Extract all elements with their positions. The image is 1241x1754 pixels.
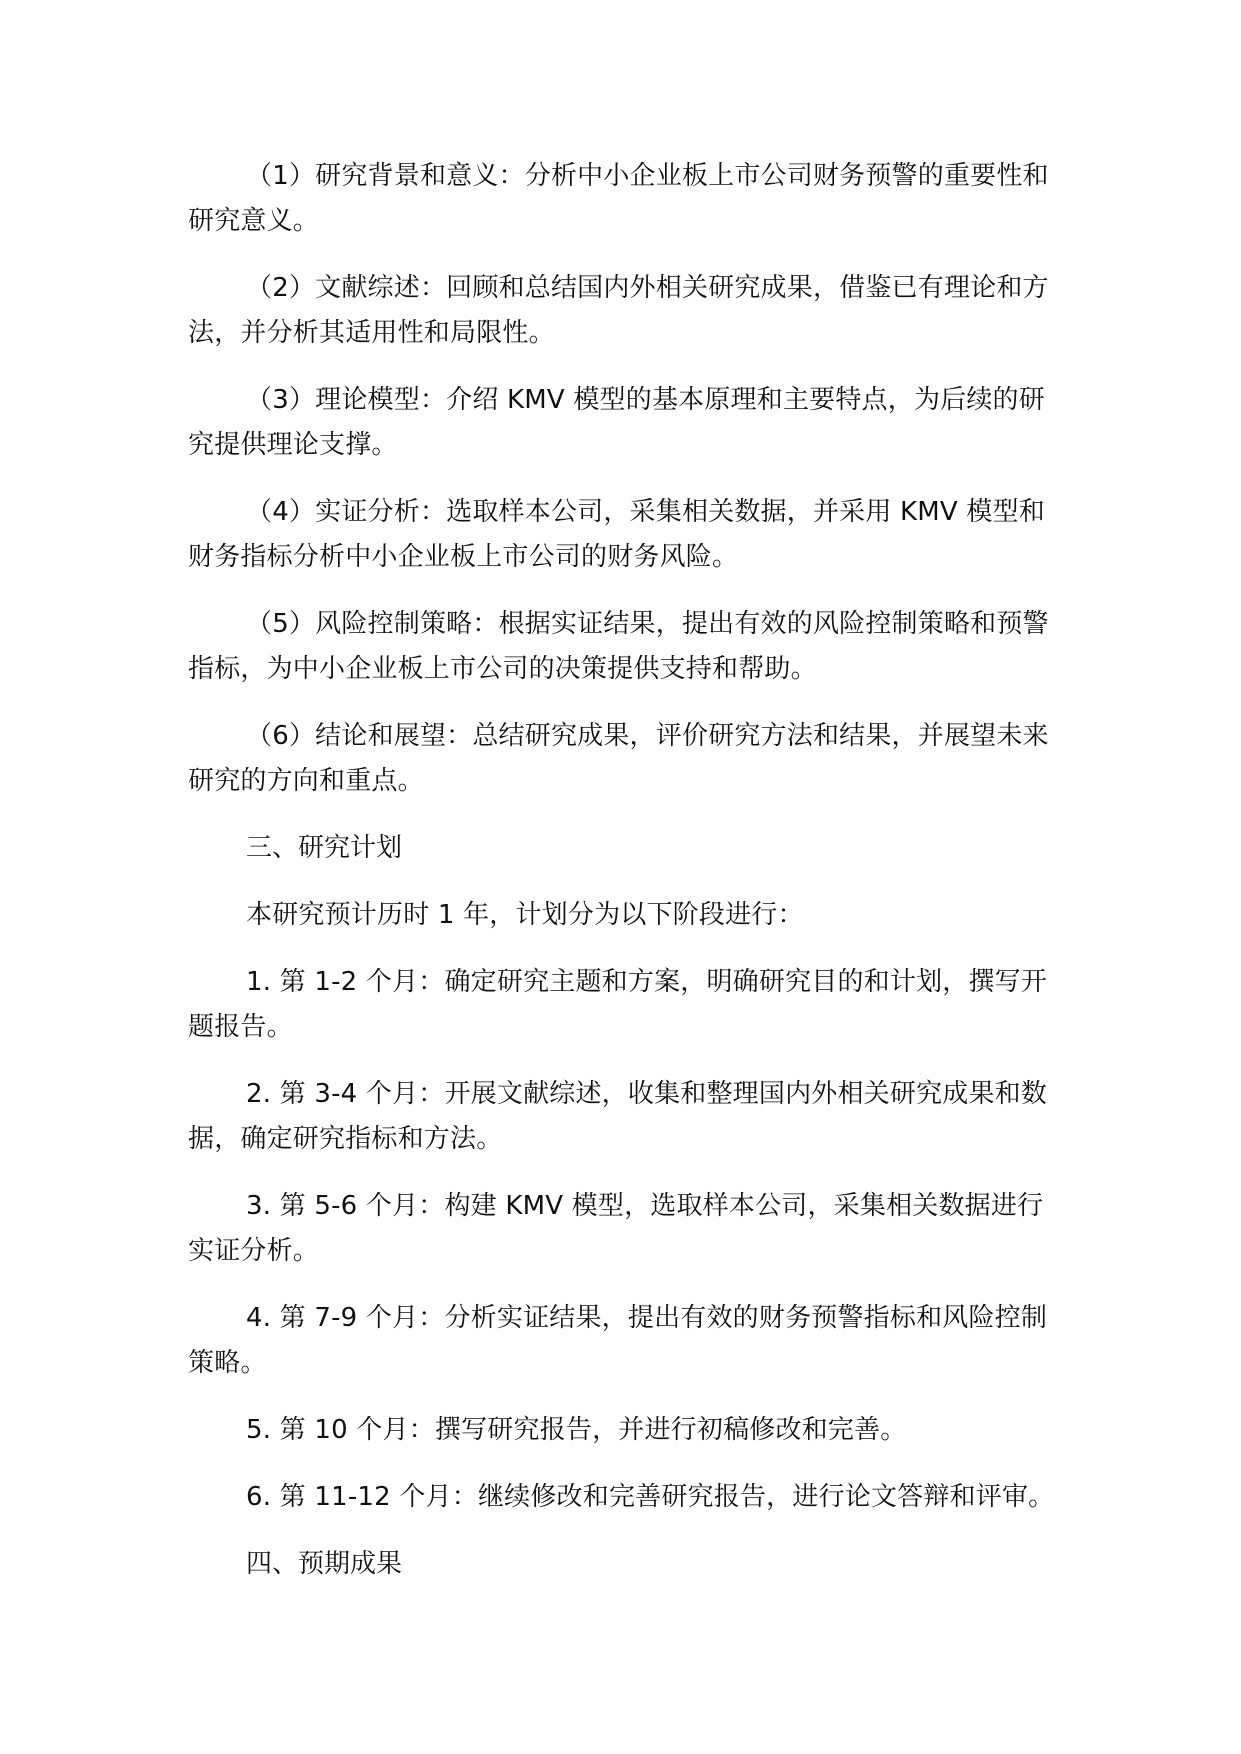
section-heading-research-plan: 三、研究计划 [246, 833, 403, 863]
plan-item-4: 4. 第 7-9 个月：分析实证结果，提出有效的财务预警指标和风险控制策略。 [188, 1303, 1048, 1378]
paragraph-literature-review: （2）文献综述：回顾和总结国内外相关研究成果，借鉴已有理论和方法，并分析其适用性和局限性。 [188, 273, 1049, 348]
plan-item-2: 2. 第 3-4 个月：开展文献综述，收集和整理国内外相关研究成果和数据，确定研究指标和方法。 [188, 1079, 1048, 1154]
paragraph-conclusion-outlook: （6）结论和展望：总结研究成果，评价研究方法和结果，并展望未来研究的方向和重点。 [188, 721, 1049, 796]
section-heading-expected-results: 四、预期成果 [246, 1549, 403, 1579]
document-body [188, 154, 1068, 1609]
plan-item-1: 1. 第 1-2 个月：确定研究主题和方案，明确研究目的和计划，撰写开题报告。 [188, 967, 1048, 1042]
research-plan-intro: 本研究预计历时 1 年，计划分为以下阶段进行： [246, 900, 804, 930]
paragraph-empirical-analysis: （4）实证分析：选取样本公司，采集相关数据，并采用 KMV 模型和财务指标分析中小企业板上市公司的财务风险。 [188, 497, 1045, 572]
paragraph-risk-control-strategy: （5）风险控制策略：根据实证结果，提出有效的风险控制策略和预警指标，为中小企业板上市公司的决策提供支持和帮助。 [188, 609, 1049, 684]
plan-item-5: 5. 第 10 个月：撰写研究报告，并进行初稿修改和完善。 [246, 1415, 907, 1445]
plan-item-6: 6. 第 11-12 个月：继续修改和完善研究报告，进行论文答辩和评审。 [246, 1482, 1055, 1512]
plan-item-3: 3. 第 5-6 个月：构建 KMV 模型，选取样本公司，采集相关数据进行实证分析。 [188, 1191, 1044, 1266]
paragraph-theoretical-model: （3）理论模型：介绍 KMV 模型的基本原理和主要特点，为后续的研究提供理论支撑。 [188, 385, 1045, 460]
paragraph-research-background: （1）研究背景和意义：分析中小企业板上市公司财务预警的重要性和研究意义。 [188, 161, 1049, 236]
